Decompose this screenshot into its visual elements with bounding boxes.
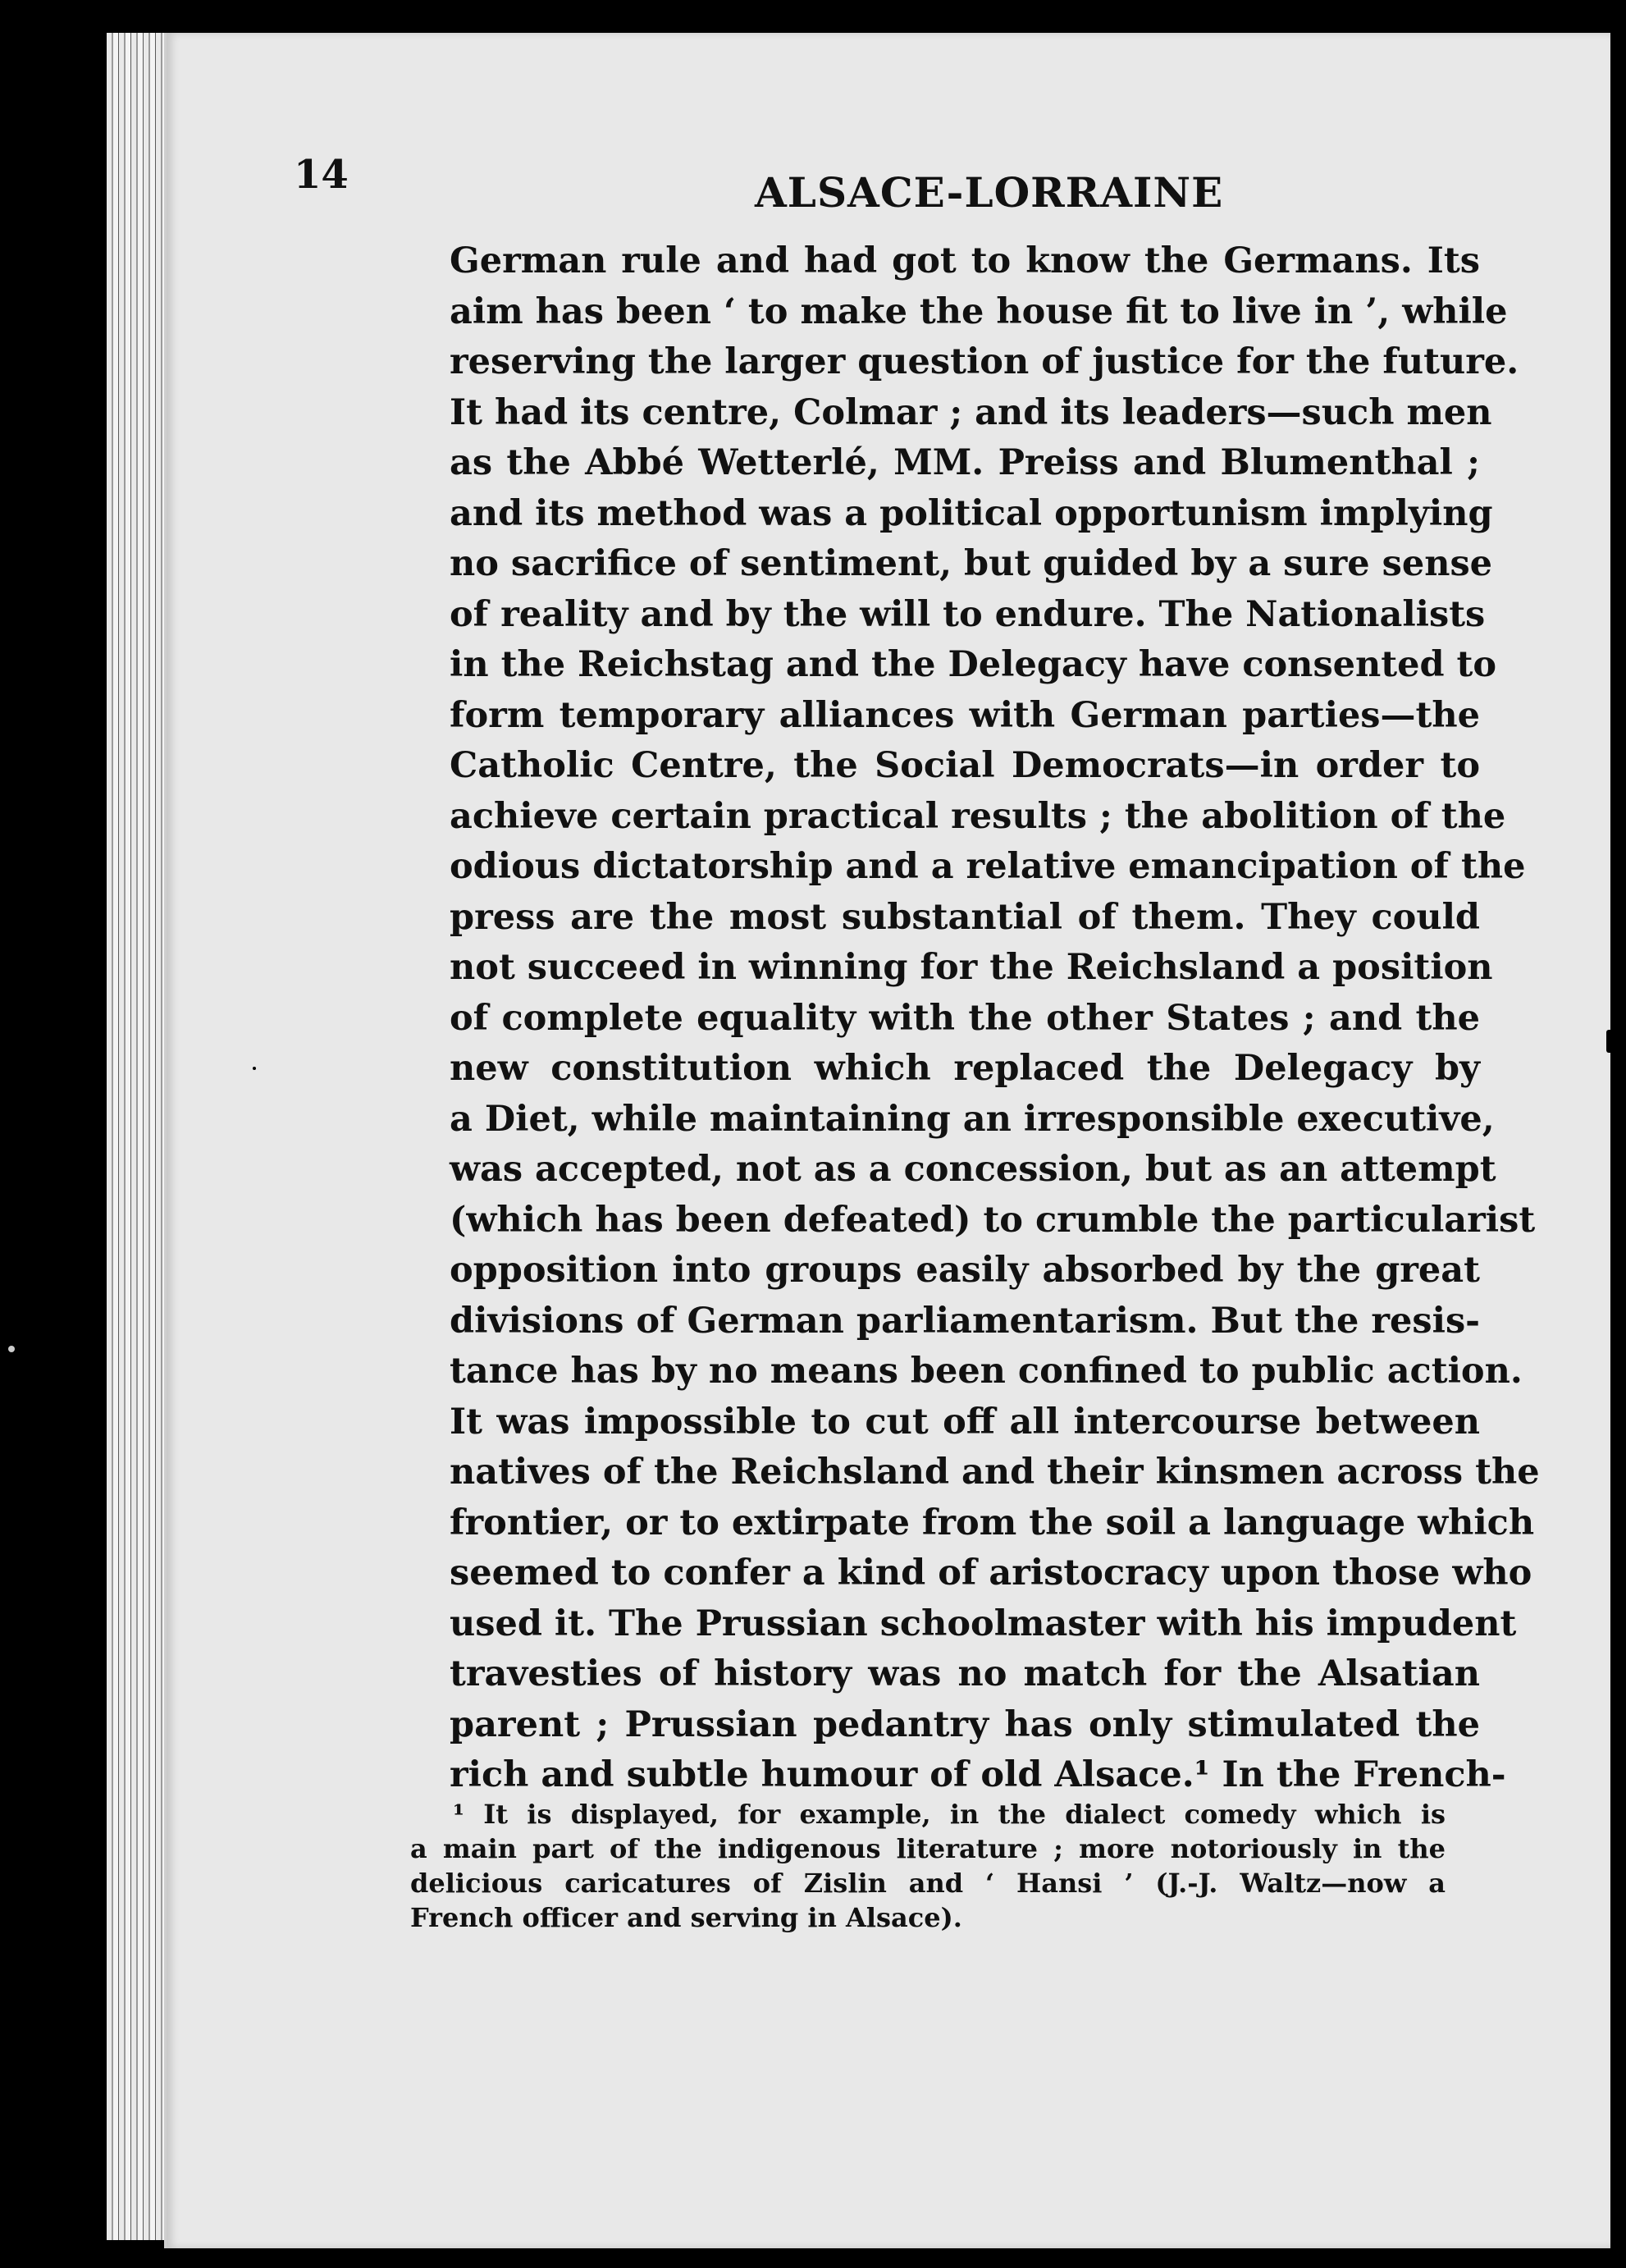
text-line: (which has been defeated) to crumble the particularist — [450, 1199, 1536, 1241]
text-line: German rule and had got to know the Germans. Its — [450, 240, 1480, 281]
text-line: Catholic Centre, the Social Democrats—in order to — [450, 745, 1480, 786]
text-line: aim has been ‘ to make the house fit to live in ’, while — [450, 290, 1508, 332]
footnote-line: French officer and serving in Alsace). — [410, 1902, 962, 1933]
text-line: tance has by no means been confined to public action. — [450, 1351, 1523, 1392]
running-head: ALSACE-LORRAINE — [755, 168, 1224, 217]
text-line: as the Abbé Wetterlé, MM. Preiss and Blumenthal ; — [450, 442, 1480, 483]
text-line: divisions of German parliamentarism. But the resis- — [450, 1300, 1480, 1342]
footnote — [410, 1797, 1446, 1935]
scan-speck — [1606, 1030, 1615, 1053]
text-line: of complete equality with the other States ; and the — [450, 997, 1480, 1039]
text-line: achieve certain practical results ; the abolition of the — [450, 795, 1506, 837]
text-line: press are the most substantial of them. They could — [450, 896, 1480, 938]
text-line: and its method was a political opportunism implying — [450, 492, 1493, 534]
text-line: form temporary alliances with German parties—the — [450, 694, 1480, 736]
scan-speck — [8, 1346, 15, 1352]
page-number: 14 — [294, 152, 349, 198]
text-line: a Diet, while maintaining an irresponsible executive, — [450, 1098, 1495, 1140]
text-line: of reality and by the will to endure. The Nationalists — [450, 593, 1486, 635]
main-text — [450, 236, 1540, 1801]
text-line: odious dictatorship and a relative emancipation of the — [450, 846, 1526, 887]
text-line: travesties of history was no match for the Alsatian — [450, 1653, 1480, 1694]
footnote-line: ¹ It is displayed, for example, in the dialect comedy which is — [453, 1799, 1446, 1830]
text-line: no sacrifice of sentiment, but guided by a sure sense — [450, 543, 1493, 584]
text-line: It had its centre, Colmar ; and its leaders—such men — [450, 391, 1492, 433]
text-line: natives of the Reichsland and their kinsmen across the — [450, 1452, 1540, 1493]
footnote-line: delicious caricatures of Zislin and ‘ Hansi ’ (J.-J. Waltz—now a — [410, 1868, 1446, 1899]
scan-speck — [253, 1067, 256, 1070]
text-line: reserving the larger question of justice for the future. — [450, 341, 1519, 382]
text-line: used it. The Prussian schoolmaster with his impudent — [450, 1603, 1517, 1644]
text-line: was accepted, not as a concession, but as an attempt — [450, 1149, 1496, 1190]
text-line: new constitution which replaced the Delegacy by — [450, 1048, 1480, 1089]
text-line: seemed to confer a kind of aristocracy upon those who — [450, 1552, 1532, 1594]
text-line: rich and subtle humour of old Alsace.¹ In the French- — [450, 1754, 1506, 1795]
text-line: not succeed in winning for the Reichsland a position — [450, 947, 1493, 988]
text-line: frontier, or to extirpate from the soil a language which — [450, 1502, 1535, 1543]
text-line: It was impossible to cut off all intercourse between — [450, 1401, 1480, 1443]
text-line: parent ; Prussian pedantry has only stimulated the — [450, 1703, 1480, 1745]
footnote-line: a main part of the indigenous literature ; more notoriously in the — [410, 1833, 1446, 1864]
text-line: in the Reichstag and the Delegacy have consented to — [450, 644, 1497, 685]
text-line: opposition into groups easily absorbed by the great — [450, 1250, 1480, 1291]
